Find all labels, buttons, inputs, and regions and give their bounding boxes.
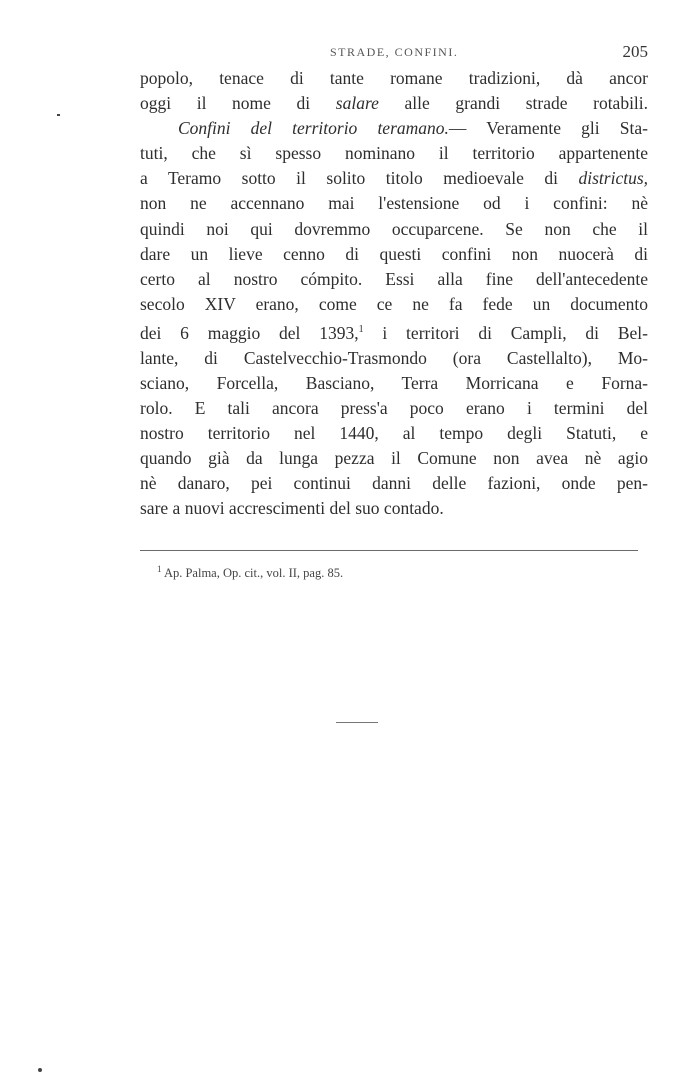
text-line: rolo. E tali ancora press'a poco erano i termini del [140, 398, 648, 419]
end-of-chapter-rule [336, 722, 378, 723]
footnote-number: 1 [157, 564, 162, 574]
footnote-marker: 1 [358, 323, 364, 335]
text-line: nostro territorio nel 1440, al tempo degli Statuti, e [140, 423, 648, 444]
text-line: dare un lieve cenno di questi confini non nuocerà di [140, 243, 648, 264]
section-heading: Confini del territorio teramano. [178, 118, 449, 139]
text-line: quando già da lunga pezza il Comune non avea nè agio [140, 448, 648, 469]
footnote-divider [140, 550, 638, 551]
text-line: quindi noi qui dovremmo occuparcene. Se non che il [140, 218, 648, 239]
body-paragraphs [140, 66, 648, 522]
text-line: sare a nuovi accrescimenti del suo contado. [140, 498, 444, 519]
text-line: certo al nostro cómpito. Essi alla fine dell'antecedente [140, 268, 648, 289]
text-line: secolo XIV erano, come ce ne fa fede un documento [140, 293, 648, 314]
section-heading-line: Confini del territorio teramano.— Veramente gli Sta- [178, 118, 648, 139]
text-line: nè danaro, pei continui danni delle fazioni, onde pen- [140, 473, 648, 494]
text-line: tuti, che sì spesso nominano il territorio appartenente [140, 143, 648, 164]
text-line: oggi il nome di salare alle grandi strade rotabili. [140, 93, 649, 114]
running-title: STRADE, CONFINI. [330, 45, 459, 59]
page-number: 205 [622, 42, 648, 61]
print-speck [57, 114, 60, 116]
text-line: dei 6 maggio del 1393,$^1$ i territori di Campli, di Bel- [140, 322, 648, 343]
text-line: sciano, Forcella, Basciano, Terra Morricana e Forna- [140, 372, 648, 393]
footnote-text: Ap. Palma, Op. cit., vol. II, pag. 85. [163, 566, 344, 581]
italic-word: districtus, [578, 168, 649, 189]
text-line: non ne accennano mai l'estensione od i confini: nè [140, 193, 648, 214]
footnote [157, 564, 343, 581]
text-line: lante, di Castelvecchio-Trasmondo (ora Castellalto), Mo- [140, 347, 648, 368]
print-speck [38, 1068, 42, 1072]
text-line: a Teramo sotto il solito titolo medioevale di districtus, [140, 168, 649, 189]
page-header [140, 43, 648, 63]
italic-word: salare [335, 93, 379, 114]
text-line: popolo, tenace di tante romane tradizioni, dà ancor [140, 68, 648, 88]
